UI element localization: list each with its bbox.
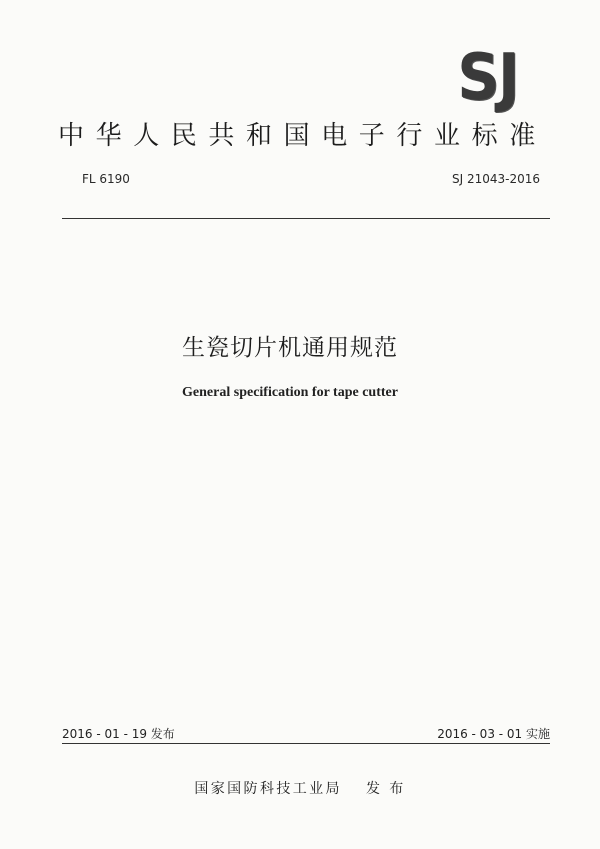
issue-date: 2016 - 01 - 19 发布 <box>62 727 175 741</box>
issuing-authority: 国家国防科技工业局 <box>194 781 342 797</box>
classification-code: FL 6190 <box>82 172 130 186</box>
footer-divider <box>62 743 550 744</box>
standard-name: 中华人民共和国电子行业标准 <box>58 121 547 151</box>
header-divider <box>62 218 550 219</box>
sj-logo: SJ <box>457 41 518 115</box>
issue-action: 发 布 <box>365 781 406 797</box>
issuer-line <box>0 779 600 799</box>
implementation-date: 2016 - 03 - 01 实施 <box>437 727 550 741</box>
document-title-chinese: 生瓷切片机通用规范 <box>182 335 398 361</box>
standard-number: SJ 21043-2016 <box>451 172 540 186</box>
document-title-english: General specification for tape cutter <box>182 385 398 400</box>
